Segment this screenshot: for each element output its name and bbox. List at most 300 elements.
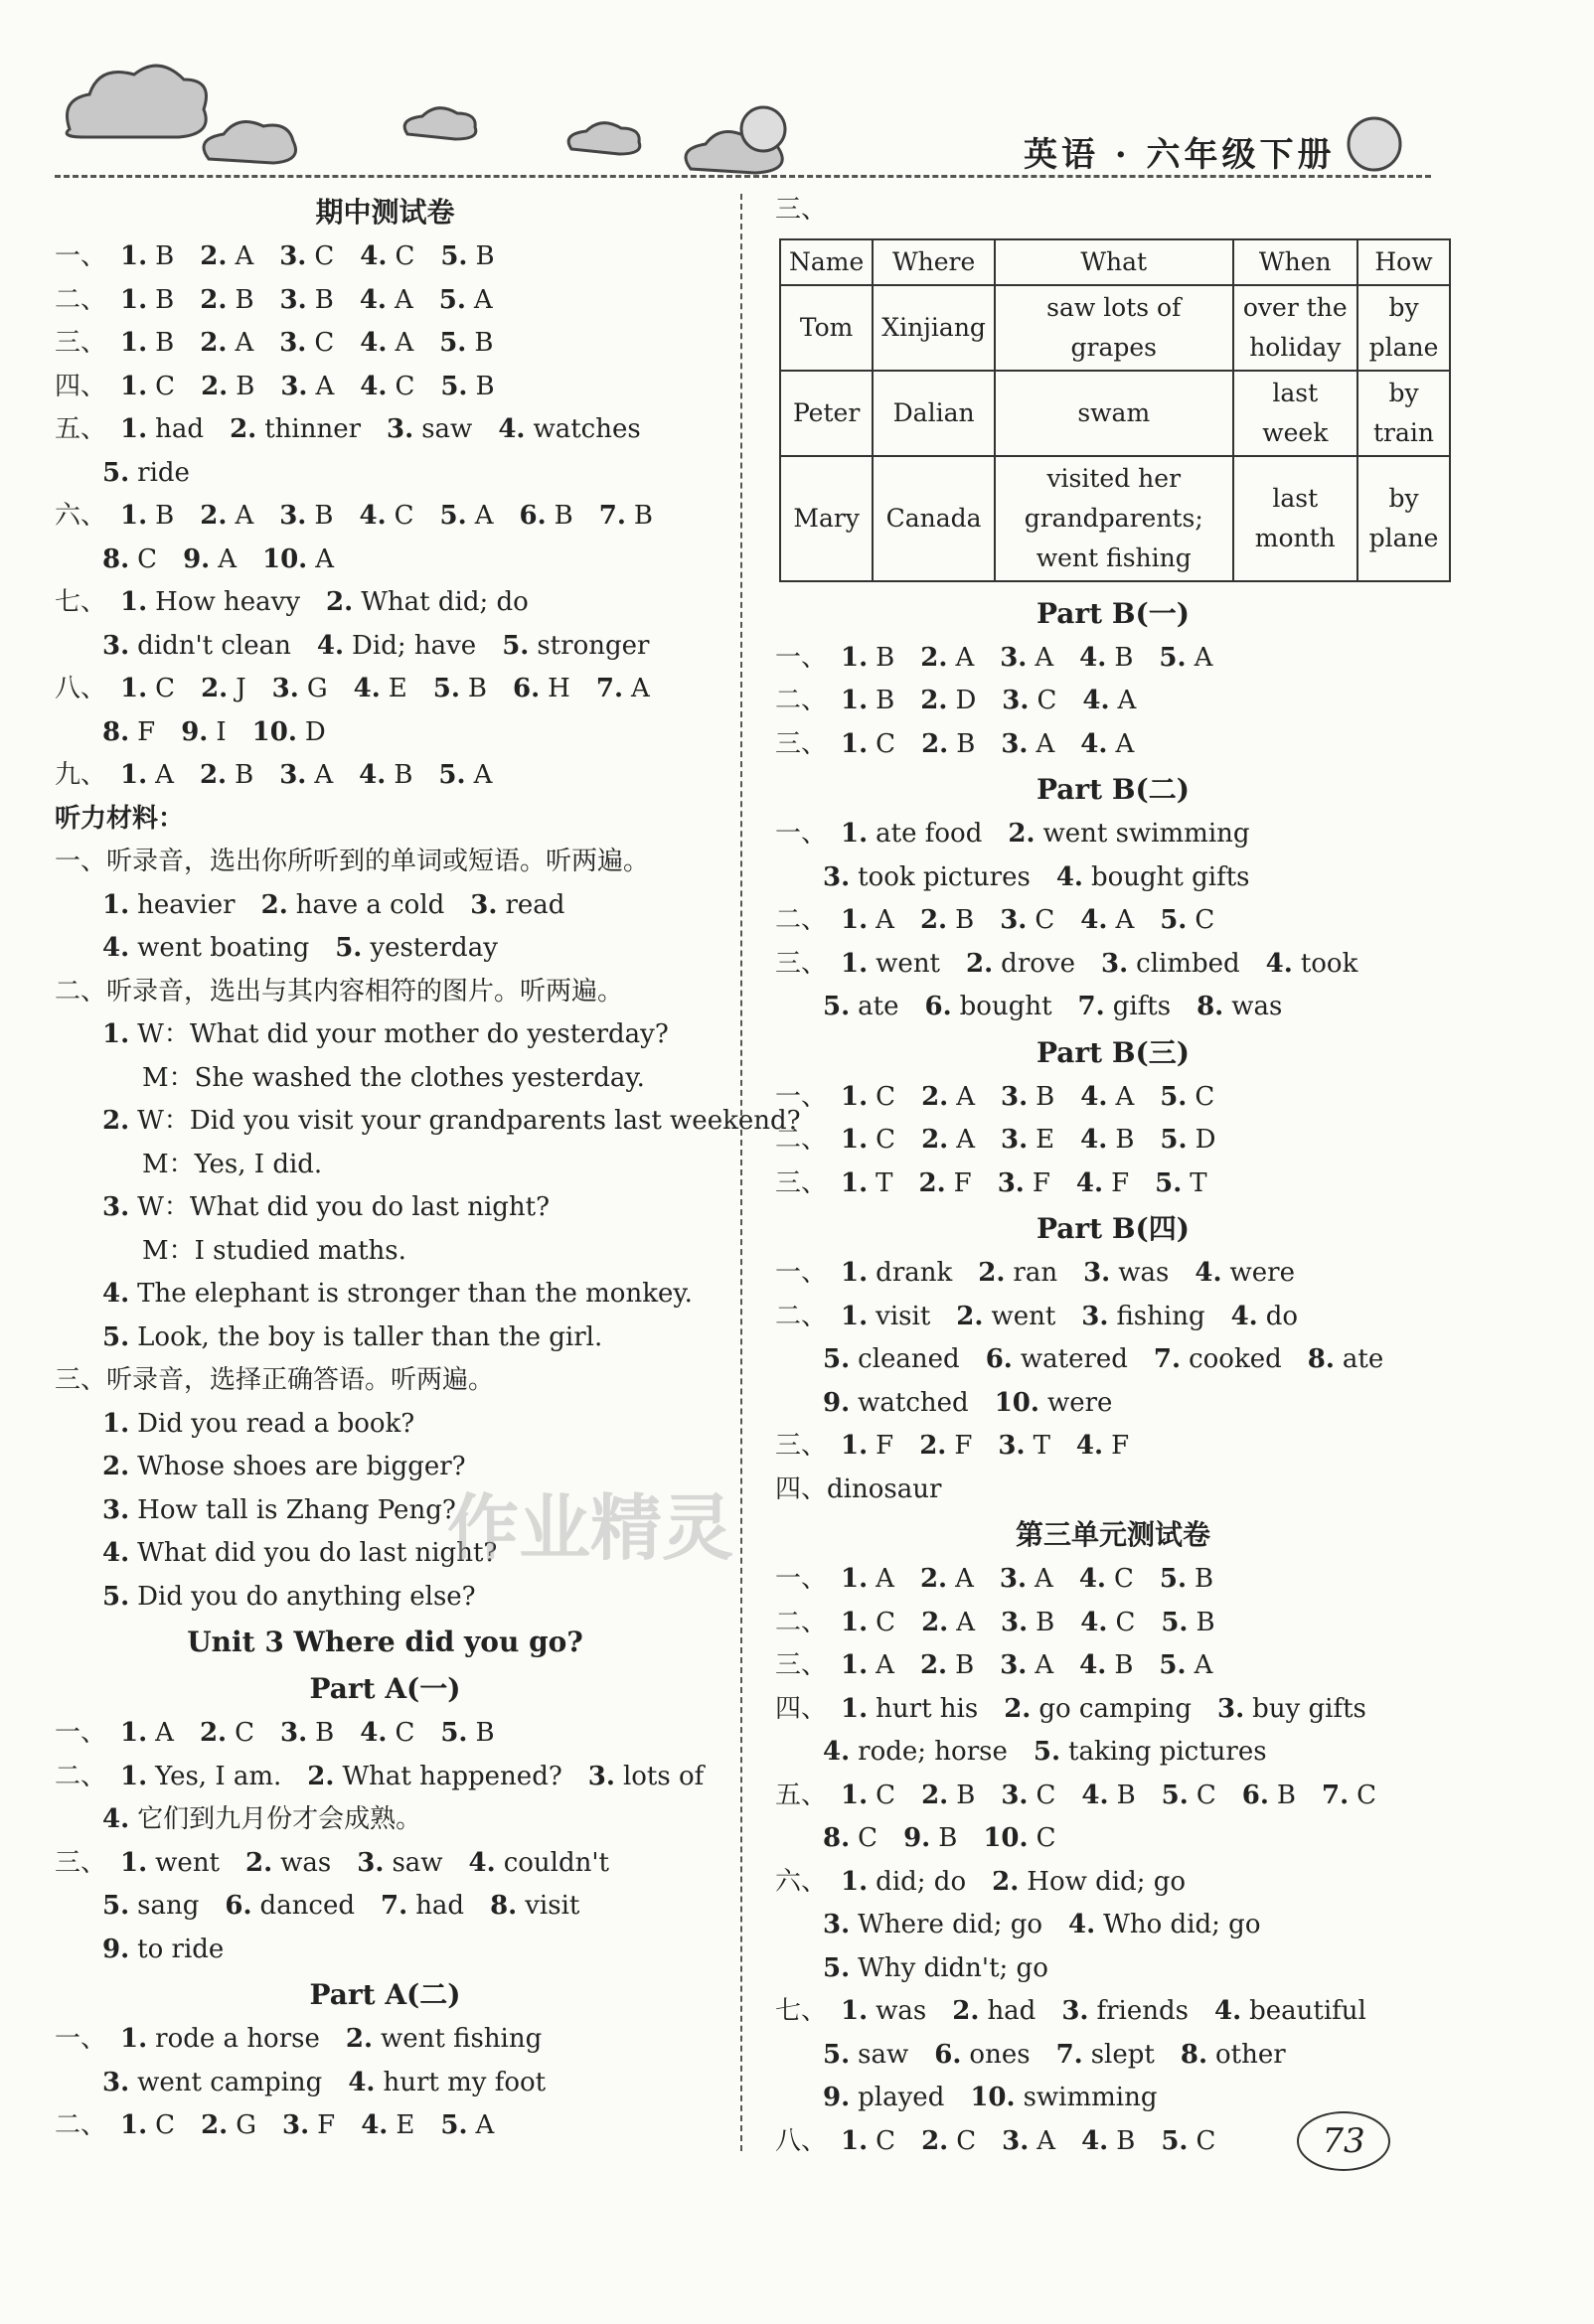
item-number: 5. [1159,1650,1187,1680]
answer-value: A [956,1607,976,1637]
item-number: 8. [490,1891,518,1921]
question-label: 六、 [775,1866,828,1897]
answer-value: A [876,905,894,935]
dialog-line [55,1100,801,1144]
question-label: 一、 [775,1564,828,1594]
answer-value: saw [421,414,473,444]
answer-value: B [1114,1650,1134,1680]
answer-value: F [1111,1167,1130,1198]
item-number: 4. [348,2067,376,2097]
item-number: 9. [102,1934,130,1964]
item-number: 4. [1075,1167,1104,1198]
dialog-text: Did you read a book? [137,1408,415,1439]
answer-value: 它们到九月份才会成熟。 [137,1804,422,1834]
item-number: 4. [1055,861,1083,892]
answer-value: B [236,371,255,401]
answer-row [775,1252,1451,1296]
item-number: 3. [280,371,308,401]
answer-value: went [991,1301,1056,1331]
answer-value: fishing [1116,1301,1205,1331]
item-number: 3. [280,1718,308,1748]
answer-value: B [956,728,976,759]
answer-value: F [137,716,156,747]
item-number: 5. [439,501,467,531]
item-number: 4. [1075,1431,1104,1461]
answer-value: C [155,674,176,703]
item-number: 1. [841,1866,869,1897]
answer-value: did; do [876,1866,967,1897]
answer-value: A [955,1564,974,1594]
answer-value: A [235,241,254,271]
question-label: 二、 [55,284,107,315]
dialog-line [55,1317,716,1360]
answer-row [775,1861,1451,1905]
question-label: 二、 [775,1301,828,1331]
answer-value: heavier [137,889,236,920]
answer-value: went camping [137,2067,323,2097]
answer-row [55,539,716,582]
item-number: 6. [985,1344,1013,1374]
item-number: 1. [841,1650,869,1680]
item-number: 1. [102,1408,130,1439]
item-number: 3. [357,1847,385,1878]
item-number: 3. [279,760,307,790]
answer-value: friends [1096,1996,1189,2026]
question-label: 五、 [55,414,107,444]
answer-row [55,279,716,323]
answer-value: B [235,760,254,790]
item-number: 1. [120,1718,148,1748]
question-label: 二、 [55,1761,107,1791]
item-number: 4. [353,674,381,703]
answer-value: A [474,501,494,531]
item-number: 4. [1068,1910,1096,1939]
answer-row [775,1119,1451,1162]
question-label: 二、 [775,905,828,935]
item-number: 4. [1078,1564,1106,1594]
answer-row [775,1817,1451,1861]
item-number: 1. [841,1125,869,1155]
item-number: 3. [1061,1996,1089,2026]
answer-value: B [938,1823,958,1853]
dialog-text: Whose shoes are bigger? [137,1452,466,1481]
item-number: 6. [225,1891,252,1921]
item-number: 7. [595,674,624,703]
item-number: 9. [183,543,211,574]
answer-value: bought [959,992,1052,1021]
answer-value: Where did; go [858,1910,1043,1939]
item-number: 8. [102,716,130,747]
item-number: 7. [1055,2039,1083,2070]
answer-value: C [155,371,176,401]
answer-row [775,2034,1451,2078]
answer-value: had [987,1996,1036,2026]
cloud-icon [568,123,640,154]
item-number: 2. [921,728,949,759]
item-number: 9. [823,1387,851,1418]
item-number: 1. [841,819,869,849]
section-title: Part B(二) [1036,773,1191,806]
item-number: 2. [920,686,948,715]
item-number: 5. [823,1344,851,1374]
sun-icon [741,107,785,151]
item-number: 1. [120,1761,148,1791]
answer-row [775,1162,1451,1206]
answer-value: C [1115,1607,1136,1637]
answer-value: C [858,1823,878,1853]
question-label: 四、 [775,1693,828,1724]
answer-value: C [155,2110,176,2140]
item-number: 5. [1159,642,1187,673]
item-number: 2. [919,1650,948,1680]
item-number: 1. [102,889,130,920]
question-label: 三、 [775,728,828,759]
answer-value: slept [1090,2039,1155,2070]
answer-value: G [236,2110,257,2140]
question-label: 一、 [775,642,828,673]
answer-row [775,1425,1451,1469]
item-number: 9. [181,716,209,747]
answer-row [55,581,716,625]
answer-value: A [1117,686,1137,715]
answer-value: ate [1342,1344,1384,1374]
item-number: 1. [120,501,148,531]
item-number: 2. [307,1761,335,1791]
item-number: 3. [279,284,307,315]
answer-value: How heavy [155,587,301,617]
answer-value: cleaned [858,1344,960,1374]
section-title: Unit 3 Where did you go? [187,1626,583,1658]
header-divider [55,175,1431,178]
item-number: 3. [1001,728,1029,759]
answer-value: ate [858,992,899,1021]
answer-value: thinner [264,414,362,444]
item-number: 2. [919,1564,948,1594]
item-number: 2. [919,1431,947,1461]
item-number: 4. [1080,905,1108,935]
item-number: 1. [841,728,869,759]
answer-value: read [505,889,565,920]
answer-value: B [155,328,175,358]
item-number: 1. [120,241,148,271]
item-number: 4. [1230,1301,1258,1331]
answer-value: C [137,543,158,574]
answer-value: A [1035,642,1054,673]
answer-row [775,856,1451,900]
answer-value: sang [137,1891,200,1921]
item-number: 2. [1008,819,1036,849]
item-number: 6. [519,501,547,531]
answer-value: A [394,284,413,315]
answer-value: went [155,1847,221,1878]
item-number: 10. [251,716,297,747]
item-number: 10. [970,2083,1016,2112]
subsection-heading: 听力材料： [55,803,185,834]
table-row [780,371,1450,456]
answer-value: cooked [1189,1344,1282,1374]
answer-value: Yes, I am. [155,1761,282,1791]
answer-value: have a cold [295,889,445,920]
answer-value: I [216,716,227,747]
table-header-cell: How [1357,239,1450,285]
answer-value: C [876,1081,896,1112]
answer-value: What happened? [342,1761,562,1791]
item-number: 1. [120,2110,148,2140]
question-label: 八、 [55,674,107,703]
answer-row [775,1947,1451,1991]
answer-value: B [633,501,654,531]
answer-value: yesterday [370,933,498,963]
answer-value: went boating [137,933,310,963]
item-number: 3. [102,1494,130,1525]
item-number: 4. [360,371,388,401]
item-number: 2. [918,1167,946,1198]
answer-value: B [1115,1125,1135,1155]
dialog-line: M：She washed the clothes yesterday. [142,1062,645,1093]
answer-value: T [1033,1431,1050,1461]
answer-row [775,1731,1451,1775]
item-number: 1. [841,2125,869,2156]
answer-value: took [1300,948,1358,979]
right-rows [775,590,1451,2164]
answer-row [55,366,716,409]
answer-row [55,235,716,279]
item-number: 3. [1002,2125,1030,2156]
item-number: 4. [1195,1258,1222,1288]
item-number: 6. [513,674,541,703]
item-number: 4. [360,328,388,358]
item-number: 1. [102,1019,130,1049]
answer-row [55,2018,716,2062]
item-number: 8. [1180,2039,1208,2070]
item-number: 4. [1080,1125,1108,1155]
item-number: 1. [120,414,148,444]
book-title: 英语 · 六年级下册 [1024,135,1336,175]
answer-value: B [1195,1564,1214,1594]
answer-value: were [1046,1387,1113,1418]
dialog-line [55,1576,716,1620]
dialog-line [55,1273,716,1317]
item-number: 1. [120,284,148,315]
table-cell: last week [1233,371,1357,456]
column-divider [740,194,742,2151]
answer-value: B [474,328,494,358]
item-number: 2. [978,1258,1006,1288]
answer-row [55,625,716,669]
item-number: 3. [1002,686,1030,715]
item-number: 3. [998,1431,1026,1461]
item-number: 1. [841,686,869,715]
table-cell: by train [1357,371,1450,456]
item-number: 4. [102,933,130,963]
item-number: 4. [468,1847,496,1878]
answer-value: played [858,2083,945,2112]
item-number: 4. [1265,948,1293,979]
item-number: 6. [924,992,952,1021]
answer-value: B [955,1650,975,1680]
answer-row [775,723,1451,767]
dialog-line [55,1403,716,1447]
answer-row [55,1798,716,1842]
item-number: 4. [102,1804,130,1834]
answer-row [55,2104,716,2148]
answer-value: B [475,371,495,401]
item-number: 2. [921,1081,949,1112]
answer-value: B [394,760,413,790]
item-number: 4. [359,501,387,531]
answer-value: climbed [1136,948,1240,979]
answer-value: was [1118,1258,1170,1288]
section-title: Part B(四) [1036,1212,1191,1245]
answer-value: danced [259,1891,356,1921]
answer-value: watered [1020,1344,1128,1374]
item-number: 7. [1153,1344,1182,1374]
table-cell: visited her grandparents; went fishing [995,456,1233,581]
answer-value: watches [533,414,641,444]
item-number: 1. [841,1780,869,1810]
question-label: 三、 [775,1650,828,1680]
item-number: 9. [903,1823,931,1853]
instruction-line: 三、听录音，选择正确答语。听两遍。 [55,1365,495,1395]
answer-row [775,943,1451,987]
instruction-line: 四、dinosaur [775,1473,942,1504]
answer-value: gifts [1112,992,1172,1021]
question-label: 一、 [775,1258,828,1288]
answer-value: B [1036,1607,1055,1637]
answer-value: couldn't [503,1847,609,1878]
answer-row [775,1644,1451,1688]
answer-value: E [388,674,407,703]
answer-value: A [876,1650,894,1680]
answer-value: saw [392,1847,443,1878]
answer-value: B [475,241,495,271]
question-label: 七、 [775,1996,828,2026]
dialog-text: What did you do last night? [137,1538,498,1568]
question-label: 一、 [55,2024,107,2054]
answer-value: C [314,241,335,271]
instruction-line: 二、听录音，选出与其内容相符的图片。听两遍。 [55,976,624,1007]
item-number: 3. [1217,1693,1245,1724]
item-number: 5. [1161,2125,1189,2156]
answer-value: C [394,501,414,531]
answer-value: went fishing [381,2024,543,2054]
sun-icon [1349,118,1400,170]
answer-value: B [235,284,254,315]
answer-row [55,2062,716,2105]
answer-value: A [631,674,650,703]
answer-value: C [395,1718,415,1748]
item-number: 2. [201,674,229,703]
answer-value: A [314,760,334,790]
answer-row [775,1688,1451,1732]
answer-row [775,1076,1451,1120]
answer-value: H [548,674,570,703]
answer-value: A [1194,1650,1213,1680]
item-number: 5. [1160,1081,1188,1112]
dialog-text: Look, the boy is taller than the girl. [137,1321,603,1352]
cloud-icon [67,66,206,137]
header-decoration [0,0,1594,189]
item-number: 2. [260,889,288,920]
item-number: 3. [102,630,130,661]
answer-row [775,1775,1451,1818]
item-number: 5. [823,992,851,1021]
question-label: 五、 [775,1780,828,1810]
table-row [780,456,1450,581]
table-section-label: 三、 [775,195,828,225]
dialog-line [55,1186,716,1230]
answer-value: drove [1001,948,1075,979]
answer-value: D [1195,1125,1216,1155]
answer-row [775,680,1451,723]
item-number: 4. [1082,686,1110,715]
item-number: 2. [102,1452,130,1481]
answer-value: A [315,543,335,574]
answer-value: B [1276,1780,1296,1810]
item-number: 1. [841,905,869,935]
item-number: 1. [841,1167,869,1198]
answer-value: Who did; go [1103,1910,1261,1939]
question-label: 三、 [55,328,107,358]
left-column [55,189,801,2148]
item-number: 1. [841,1431,869,1461]
question-label: 六、 [55,501,107,531]
answer-value: stronger [537,630,650,661]
dialog-text: How tall is Zhang Peng? [137,1494,456,1525]
answer-value: T [876,1167,893,1198]
item-number: 5. [1161,1780,1189,1810]
item-number: 5. [823,2039,851,2070]
answer-row [55,711,716,755]
item-number: 5. [440,1718,468,1748]
answer-value: C [876,2125,896,2156]
answer-value: taking pictures [1068,1737,1267,1767]
answer-row [55,452,716,496]
item-number: 8. [1196,992,1224,1021]
section-title: Part A(二) [309,1978,461,2011]
answer-value: B [955,905,975,935]
answer-value: A [1115,1081,1135,1112]
table-cell: over the holiday [1233,285,1357,371]
section-title: Part B(三) [1036,1035,1191,1069]
item-number: 4. [360,1718,388,1748]
table-cell: Xinjiang [873,285,995,371]
answer-value: B [314,284,334,315]
answer-value: C [1036,1823,1056,1853]
item-number: 2. [919,905,948,935]
item-number: 2. [921,1780,949,1810]
question-label: 三、 [55,1847,107,1878]
answer-row [55,495,716,539]
answer-value: were [1229,1258,1295,1288]
item-number: 2. [200,328,228,358]
section-title: 第三单元测试卷 [1015,1518,1210,1551]
answer-value: D [955,686,977,715]
item-number: 3. [1001,1081,1029,1112]
answer-value: A [395,328,414,358]
dialog-text: W：Did you visit your grandparents last weekend? [137,1106,801,1136]
item-number: 3. [279,328,307,358]
item-number: 7. [598,501,626,531]
answer-value: F [1032,1167,1050,1198]
item-number: 1. [120,1847,148,1878]
answer-value: C [1113,1564,1134,1594]
answer-value: A [1194,642,1213,673]
item-number: 5. [102,457,130,488]
item-number: 1. [841,1607,869,1637]
item-number: 5. [1159,1564,1188,1594]
item-number: 2. [921,1125,949,1155]
